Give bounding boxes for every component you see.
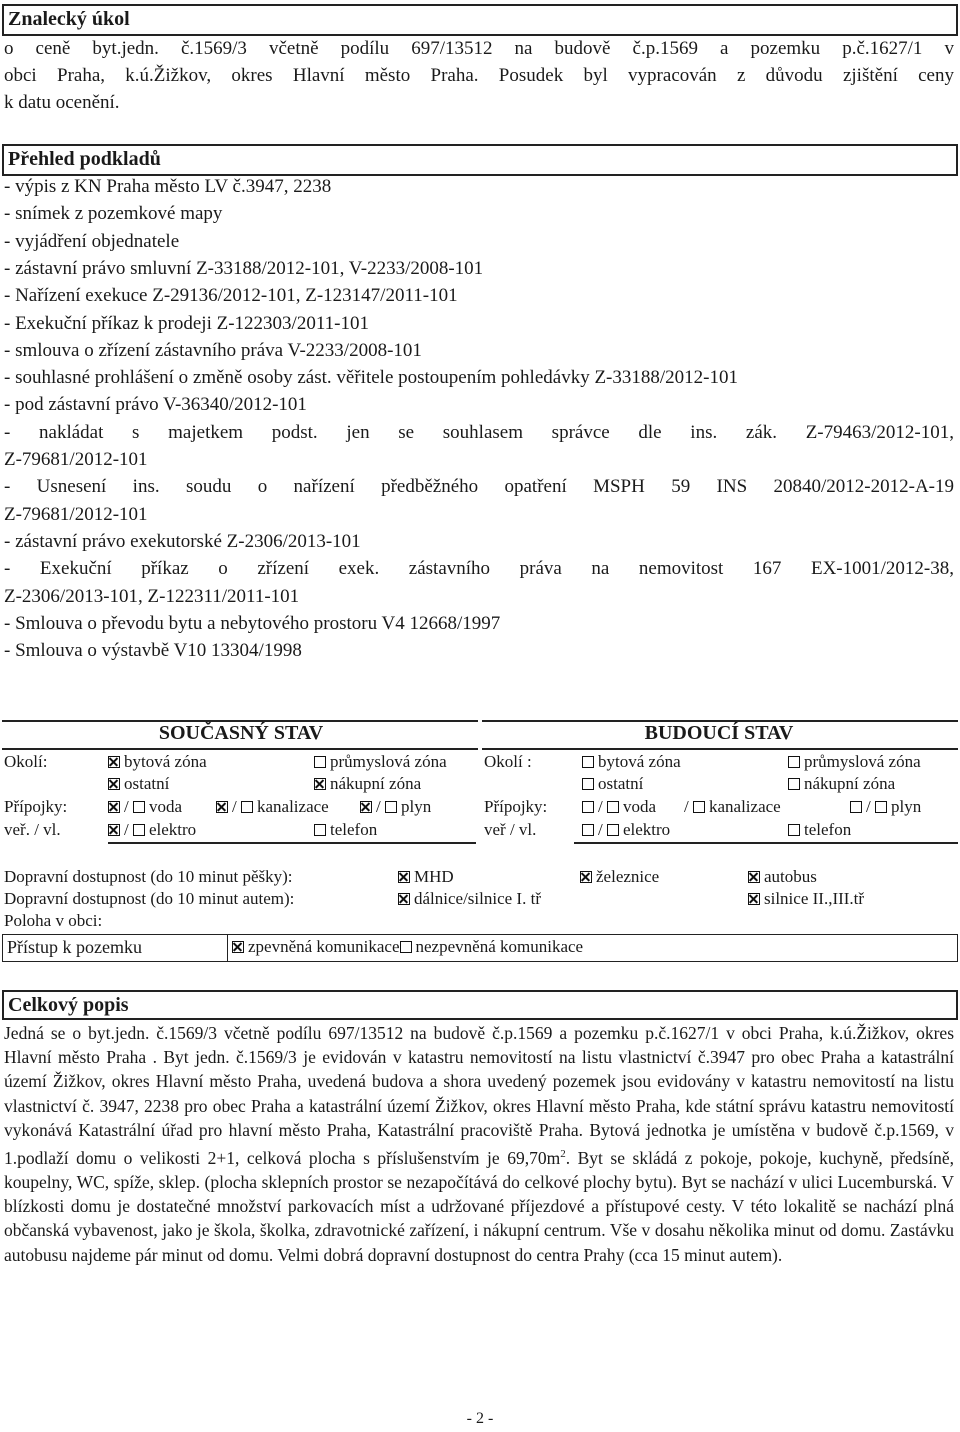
checkbox-empty-icon [850,801,862,813]
mhd-option[interactable]: MHD [398,866,454,888]
checkbox-empty-icon [314,824,326,836]
checkbox-checked-icon [108,756,120,768]
podklad-item: - zástavní právo exekutorské Z-2306/2013-101 [4,530,361,552]
ukol-line-2: obci Praha, k.ú.Žižkov, okres Hlavní město Praha. Posudek byl vypracován z důvodu zjištění ceny [4,65,954,86]
checkbox-checked-icon [108,778,120,790]
checkbox-checked-icon [108,801,120,813]
podklad-item: - Smlouva o převodu bytu a nebytového prostoru V4 12668/1997 [4,612,501,634]
podklad-item: - nakládat s majetkem podst. jen se souhlasem správce dle ins. zák. Z-79463/2012-101, [4,421,954,443]
checkbox-checked-icon [232,941,244,953]
podklad-item: - vyjádření objednatele [4,230,180,252]
checkbox-empty-icon [314,756,326,768]
checkbox-empty-icon [582,824,594,836]
podklad-item: - Nařízení exekuce Z-29136/2012-101, Z-123147/2011-101 [4,285,458,307]
podklad-item: - Exekuční příkaz o zřízení exek. zástavního práva na nemovitost 167 EX-1001/2012-38, [4,558,954,580]
checkbox-checked-icon [398,871,410,883]
podklad-item: Z-2306/2013-101, Z-122311/2011-101 [4,585,300,607]
checkbox-empty-icon [788,824,800,836]
table-header-line-left [2,748,478,750]
checkbox-checked-icon [398,893,410,905]
table-bottom-line-right [574,842,958,844]
podklad-item: - Usnesení ins. soudu o nařízení předběžného opatření MSPH 59 INS 20840/2012-2012-A-19 [4,476,954,498]
podklad-item: - smlouva o zřízení zástavního práva V-2233/2008-101 [4,339,422,361]
checkbox-empty-icon [788,778,800,790]
voda-future[interactable]: / voda [582,796,656,818]
autobus-option[interactable]: autobus [748,866,817,888]
plyn-current[interactable]: / plyn [360,796,431,818]
section-heading-znalecky-ukol: Znalecký úkol [2,4,958,36]
checkbox-empty-icon [582,778,594,790]
prumyslova-zona-future[interactable]: průmyslová zóna [788,751,921,773]
section-heading-prehled: Přehled podkladů [2,144,958,176]
checkbox-empty-icon [607,824,619,836]
section-heading-celkovy-popis: Celkový popis [2,990,958,1020]
checkbox-checked-icon [216,801,228,813]
checkbox-empty-icon [875,801,887,813]
podklad-item: Z-79681/2012-101 [4,449,148,470]
checkbox-empty-icon [400,941,412,953]
celkovy-popis-text: Jedná se o byt.jedn. č.1569/3 včetně podílu 697/13512 na budově č.p.1569 a pozemku p.č.1627/1 v obci Praha, k.ú.Žižkov, okres Hlavní město Praha . Byt jedn. č.1569/3 je evidován v katastru nemovitostí na listu vlastnictví č.3947 pro obec Praha a katastrální území Žižkov, okres Hlavní město Praha, uvedená budova a shora uvedený pozemek jsou evidovány v katastru nemovitostí na listu vlastnictví č. 3947, 2238 pro obec Praha a katastrální území Žižkov, okres Hlavní město Praha, kde státní správu katastru nemovitostí vykonává Katastrální úřad pro hlavní město Praha, Katastrální pracoviště Praha. Bytová jednotka je umístěna v budově č.p.1569, v 1.podlaží domu o velikosti 2+1, celková plocha s příslušenstvím je $69,70m^2$. Byt se skládá z pokoje, pokoje, kuchyně, předsíně, koupelny, WC, spíže, sklep. (plocha sklepních prostor se nezapočítává do celkové plochy bytu). Byt se nachází v ulici Lucemburská. V blízkosti domu je dostatečné množství parkovacích míst a udržované příjezdové a přístupové cesty. V této lokalitě se nachází plná občanská vybavenost, jako je škola, školka, zdravotnické zařízení, i nákupní centrum. Vše v dosahu několika minut od domu. Zastávku autobusu najdeme pár minut od domu. Velmi dobrá dopravní dostupnost do centra Prahy (cca 15 minut autem). [4,1023,954,1265]
pristup-label: Přístup k pozemku [2,934,228,962]
ukol-line-3: k datu ocenění. [4,92,120,113]
nakupni-zona-future[interactable]: nákupní zóna [788,773,895,795]
ostatni-current[interactable]: ostatní [108,773,169,795]
podklad-item: - Exekuční příkaz k prodeji Z-122303/2011-101 [4,312,369,334]
table-top-line-left [2,720,478,722]
pripojky-label: Přípojky: [4,797,68,816]
podklad-item: - snímek z pozemkové mapy [4,203,223,225]
ver-vl-label: veř. / vl. [4,820,61,839]
telefon-future[interactable]: telefon [788,819,851,841]
doprava-pesky-label: Dopravní dostupnost (do 10 minut pěšky): [4,867,293,886]
doprava-autem-label: Dopravní dostupnost (do 10 minut autem): [4,889,295,908]
budouci-stav-title: BUDOUCÍ STAV [644,722,794,744]
okoli-label-future: Okolí : [484,752,532,771]
checkbox-checked-icon [314,778,326,790]
podklad-item: - zástavní právo smluvní Z-33188/2012-101, V-2233/2008-101 [4,257,484,279]
telefon-current[interactable]: telefon [314,819,377,841]
kanalizace-future[interactable]: / kanalizace [684,797,781,816]
podklad-item: Z-79681/2012-101 [4,503,148,525]
checkbox-checked-icon [580,871,592,883]
checkbox-checked-icon [360,801,372,813]
bytova-zona-current[interactable]: bytová zóna [108,751,207,773]
checkbox-checked-icon [108,824,120,836]
table-header-line-right [482,748,958,750]
prumyslova-zona-current[interactable]: průmyslová zóna [314,751,447,773]
checkbox-empty-icon [133,801,145,813]
bytova-zona-future[interactable]: bytová zóna [582,751,681,773]
checkbox-empty-icon [133,824,145,836]
checkbox-checked-icon [748,871,760,883]
podklad-item: - souhlasné prohlášení o změně osoby zást. věřitele postoupením pohledávky Z-33188/2012-101 [4,367,738,389]
voda-current[interactable]: / voda [108,796,182,818]
zpevnena-option[interactable]: zpevněná komunikace [232,937,400,956]
ostatni-future[interactable]: ostatní [582,773,643,795]
plyn-future[interactable]: / plyn [850,796,921,818]
soucasny-stav-title: SOUČASNÝ STAV [158,722,324,744]
pripojky-label-future: Přípojky: [484,797,548,816]
poloha-label: Poloha v obci: [4,911,103,930]
checkbox-checked-icon [748,893,760,905]
kanalizace-current[interactable]: / kanalizace [216,796,329,818]
podklad-item: - Smlouva o výstavbě V10 13304/1998 [4,640,302,662]
checkbox-empty-icon [693,801,705,813]
ver-vl-label-future: veř / vl. [484,820,537,839]
table-top-line-right [482,720,958,722]
podklad-item: - výpis z KN Praha město LV č.3947, 2238 [4,176,332,197]
checkbox-empty-icon [582,756,594,768]
okoli-label: Okolí: [4,752,48,771]
elektro-future[interactable]: / elektro [582,819,670,841]
dalnice-option[interactable]: dálnice/silnice I. tř [398,888,541,910]
elektro-current[interactable]: / elektro [108,819,196,841]
podklad-item: - pod zástavní právo V-36340/2012-101 [4,394,307,416]
checkbox-empty-icon [788,756,800,768]
ukol-line-1: o ceně byt.jedn. č.1569/3 včetně podílu 697/13512 na budově č.p.1569 a pozemku p.č.1627/1 v [4,38,954,59]
pristup-options [228,934,958,962]
nezpevnena-option[interactable]: nezpevněná komunikace [400,937,584,956]
table-bottom-line-left [108,842,476,844]
page-number: - 2 - [466,1410,494,1427]
checkbox-empty-icon [607,801,619,813]
nakupni-zona-current[interactable]: nákupní zóna [314,773,421,795]
checkbox-empty-icon [582,801,594,813]
zeleznice-option[interactable]: železnice [580,866,659,888]
silnice-option[interactable]: silnice II.,III.tř [748,888,864,910]
checkbox-empty-icon [241,801,253,813]
checkbox-empty-icon [385,801,397,813]
